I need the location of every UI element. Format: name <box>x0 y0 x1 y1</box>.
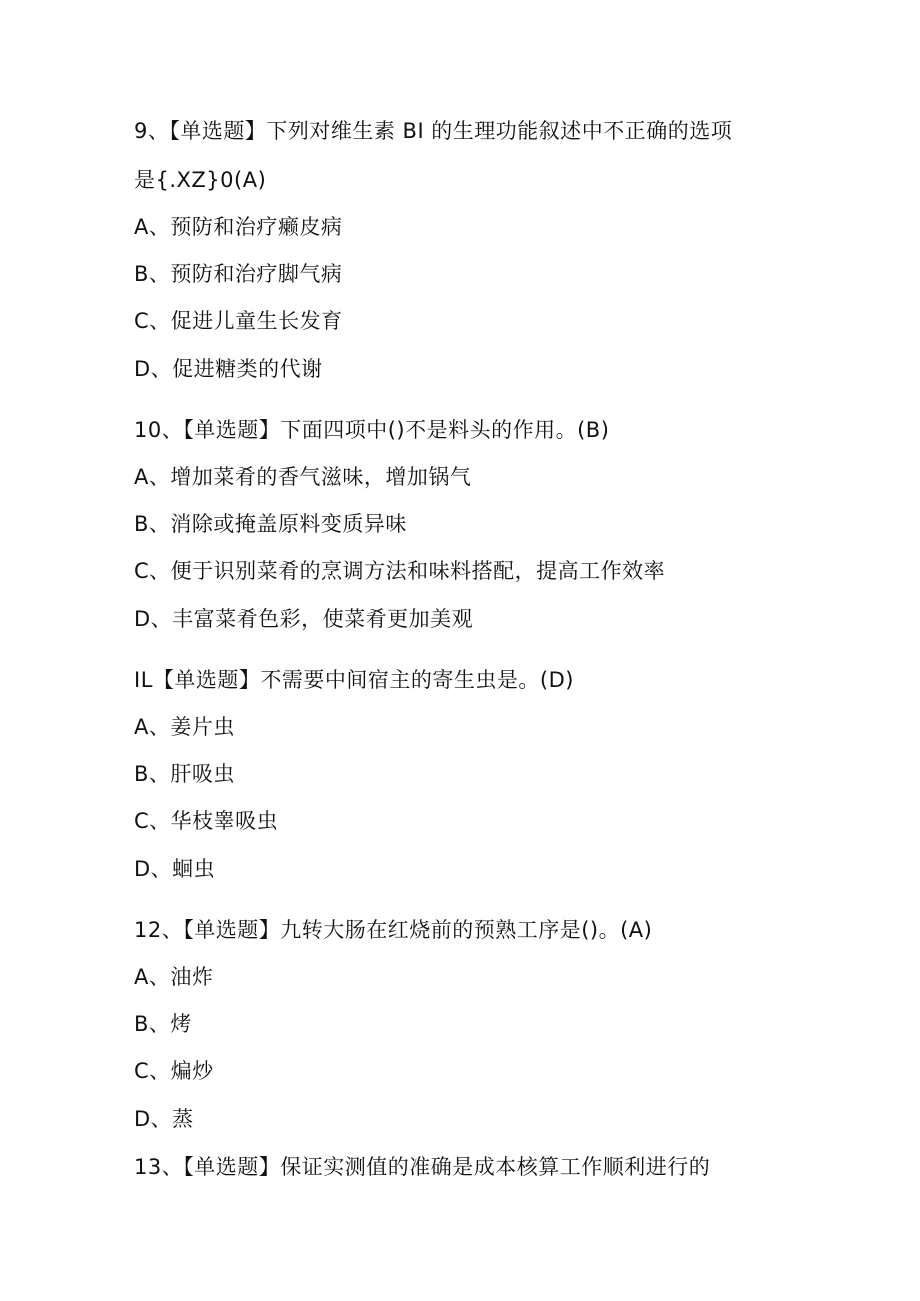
question-9-stem-line-1: 9、【单选题】下列对维生素 BI 的生理功能叙述中不正确的选项 <box>134 119 733 143</box>
question-9-option-c: C、促进儿童生长发育 <box>134 309 343 333</box>
question-12-option-b: B、烤 <box>134 1012 192 1036</box>
question-10-option-d: D、丰富菜肴色彩，使菜肴更加美观 <box>134 607 474 631</box>
question-10-option-b: B、消除或掩盖原料变质异味 <box>134 512 407 536</box>
question-13-stem: 13、【单选题】保证实测值的准确是成本核算工作顺利进行的 <box>134 1155 711 1179</box>
question-9-option-a: A、预防和治疗癞皮病 <box>134 215 343 239</box>
question-9-option-d: D、促进糖类的代谢 <box>134 357 323 381</box>
question-10-option-a: A、增加菜肴的香气滋味，增加锅气 <box>134 465 472 489</box>
question-12-option-a: A、油炸 <box>134 965 214 989</box>
question-10-option-c: C、便于识别菜肴的烹调方法和味料搭配，提高工作效率 <box>134 559 666 583</box>
question-11-option-a: A、姜片虫 <box>134 715 235 739</box>
question-9-stem-line-2: 是{.XZ}0(A) <box>134 168 267 192</box>
question-9-option-b: B、预防和治疗脚气病 <box>134 262 343 286</box>
question-12-stem: 12、【单选题】九转大肠在红烧前的预熟工序是()。(A) <box>134 918 653 942</box>
question-12-option-c: C、煸炒 <box>134 1059 214 1083</box>
question-12-option-d: D、蒸 <box>134 1107 194 1131</box>
question-11-stem: IL【单选题】不需要中间宿主的寄生虫是。(D) <box>134 668 574 692</box>
question-11-option-b: B、肝吸虫 <box>134 762 235 786</box>
question-10-stem: 10、【单选题】下面四项中()不是料头的作用。(B) <box>134 418 610 442</box>
question-11-option-c: C、华枝睾吸虫 <box>134 809 279 833</box>
question-11-option-d: D、蛔虫 <box>134 857 216 881</box>
